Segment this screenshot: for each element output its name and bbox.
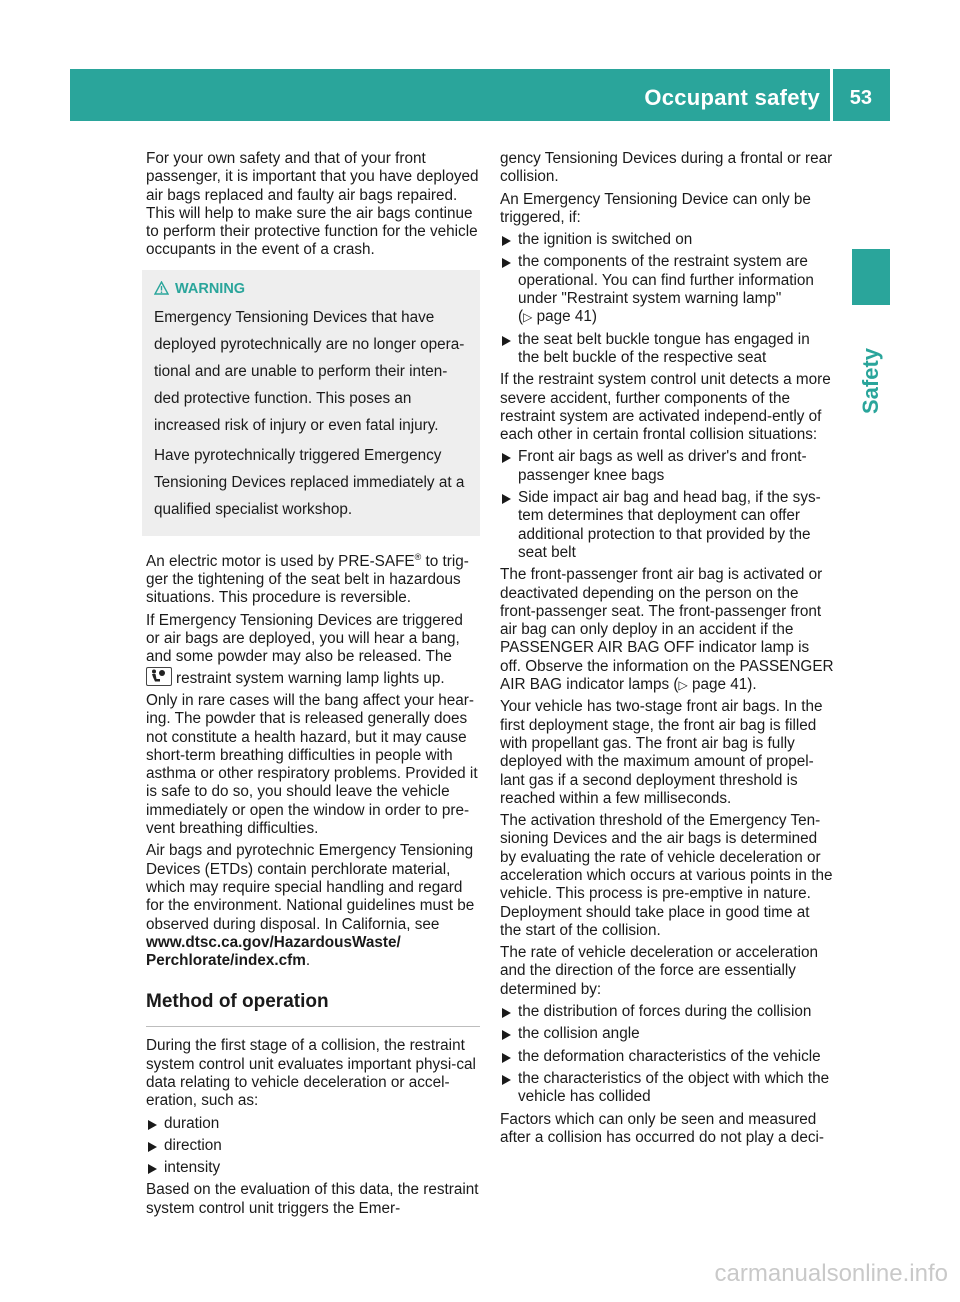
continued-paragraph: gency Tensioning Devices during a frontal or rear collision. [500,150,833,186]
page-reference[interactable]: page 41). [692,676,757,694]
pre-safe-text-end: to trig-ger the tightening of the seat belt in hazardous situations. This procedure is reversible. [146,552,469,607]
list-item: the deformation characteristics of the vehicle [500,1048,834,1066]
list-item: the distribution of forces during the collision [500,1003,834,1021]
page-ref-arrow-icon: ▷ [678,678,688,693]
list-item: the ignition is switched on [500,231,834,249]
warning-label: WARNING [175,280,246,297]
method-paragraph: During the first stage of a collision, the restraint system control unit evaluates important physi-cal data relating to vehicle deceleration or accel-eration, such as: [146,1037,476,1110]
warning-header [154,278,472,302]
rare-cases-paragraph: Only in rare cases will the bang affect your hear-ing. The powder that is released generally does not constitute a health hazard, but it may cause short-term breathing difficulties in people with asthma or other respiratory problems. Provided it is safe to do so, you should leave the vehicle immediately or open the window in order to pre-vent breathing difficulties. [146,691,478,838]
heading-rule [146,1026,480,1027]
list-item-text: the components of the restraint system are operational. You can find further information under "Restraint system warning lamp" [518,253,814,308]
page-ref-arrow-icon: ▷ [523,310,533,325]
registered-mark: ® [414,551,422,562]
intro-paragraph: For your own safety and that of your front passenger, it is important that you have deployed air bags replaced and faulty air bags repaired. This will help to make sure the air bags continue to perform their protective function for the vehicle occupants in the event of a crash. [146,150,479,259]
warning-triangle-icon [154,280,169,302]
warning-text-2: Have pyrotechnically triggered Emergency Tensioning Devices replaced immediately at a qualified specialist workshop. [154,446,465,518]
list-item: the seat belt buckle tongue has engaged in the belt buckle of the respective seat [500,331,834,368]
list-item: duration [146,1115,480,1133]
etd-period: . [305,952,311,970]
list-item: Front air bags as well as driver's and front-passenger knee bags [500,448,834,485]
section-heading: Method of operation [146,991,329,1013]
header-divider [830,69,833,121]
list-item: direction [146,1137,480,1155]
front-passenger-text: The front-passenger front air bag is activated or deactivated depending on the person on the front-passenger seat. The front-passenger front air bag can only deploy in an accident if the PASSENGER AIR BAG OFF indicator lamp is off. Observe the information on the PASSENGER AIR BAG indicator lamps ( [500,566,834,694]
trigger-list [500,231,834,367]
dtsc-link[interactable]: www.dtsc.ca.gov/HazardousWaste/ Perchlorate/index.cfm [146,933,401,970]
threshold-paragraph: The activation threshold of the Emergency Ten-sioning Devices and the air bags is determined by evaluating the rate of vehicle deceleration or acceleration which occurs at various points in the vehicle. This process is pre-emptive in nature. Deployment should take place in good time at the start of the collision. [500,812,833,939]
factors-list [500,1003,834,1106]
right-column [500,150,834,1151]
trigger-condition-paragraph: An Emergency Tensioning Device can only be triggered, if: [500,190,811,226]
page-reference[interactable]: page 41) [536,308,597,326]
warning-box [142,270,480,536]
bang-paragraph [146,612,480,688]
page-number: 53 [849,87,872,109]
list-item: the components of the restraint system are operational. You can find further information under "Restraint system warning lamp" (▷ page 41) [500,253,834,326]
bang-text-end: restraint system warning lamp lights up. [176,669,445,687]
bang-text: If Emergency Tensioning Devices are triggered or air bags are deployed, you will hear a bang, and some powder may also be released. The [146,611,463,666]
list-item: the collision angle [500,1025,834,1043]
watermark: carmanualsonline.info [714,1260,948,1287]
left-column [146,150,480,1222]
page-title: Occupant safety [644,85,820,110]
two-stage-paragraph: Your vehicle has two-stage front air bags. In the first deployment stage, the front air bag is filled with propellant gas. The front air bag is fully deployed with the maximum amount of propel-lant gas if a second deployment threshold is reached within a few milliseconds. [500,698,823,807]
warning-text-1: Emergency Tensioning Devices that have deployed pyrotechnically are no longer opera-tional and are unable to perform their inten-ded protective function. This poses an increased risk of injury or even fatal injury. [154,308,465,434]
header-bar [70,69,890,121]
deployment-list [500,448,834,562]
pre-safe-paragraph [146,548,480,608]
front-passenger-paragraph [500,566,834,694]
restraint-system-icon [146,667,172,686]
rate-paragraph: The rate of vehicle deceleration or acceleration and the direction of the force are essentially determined by: [500,944,819,998]
etd-paragraph [146,842,480,970]
method-list [146,1115,480,1178]
side-tab [852,249,890,305]
detects-paragraph: If the restraint system control unit detects a more severe accident, further components of the restraint system are activated independ-ently of each other in certain frontal collision situations: [500,371,831,444]
list-item: the characteristics of the object with which the vehicle has collided [500,1070,834,1107]
factors-paragraph: Factors which can only be seen and measured after a collision has occurred do not play a deci- [500,1110,824,1146]
list-item: Side impact air bag and head bag, if the sys-tem determines that deployment can offer additional protection to that provided by the seat belt [500,489,834,562]
list-item: intensity [146,1159,480,1177]
side-tab-label: Safety [858,347,883,414]
based-paragraph: Based on the evaluation of this data, the restraint system control unit triggers the Emer- [146,1181,479,1217]
pre-safe-text: An electric motor is used by PRE-SAFE [146,552,415,570]
etd-text: Air bags and pyrotechnic Emergency Tensioning Devices (ETDs) contain perchlorate material, which may require special handling and regard for the environment. National guidelines must be observed during disposal. In California, see [146,842,475,933]
